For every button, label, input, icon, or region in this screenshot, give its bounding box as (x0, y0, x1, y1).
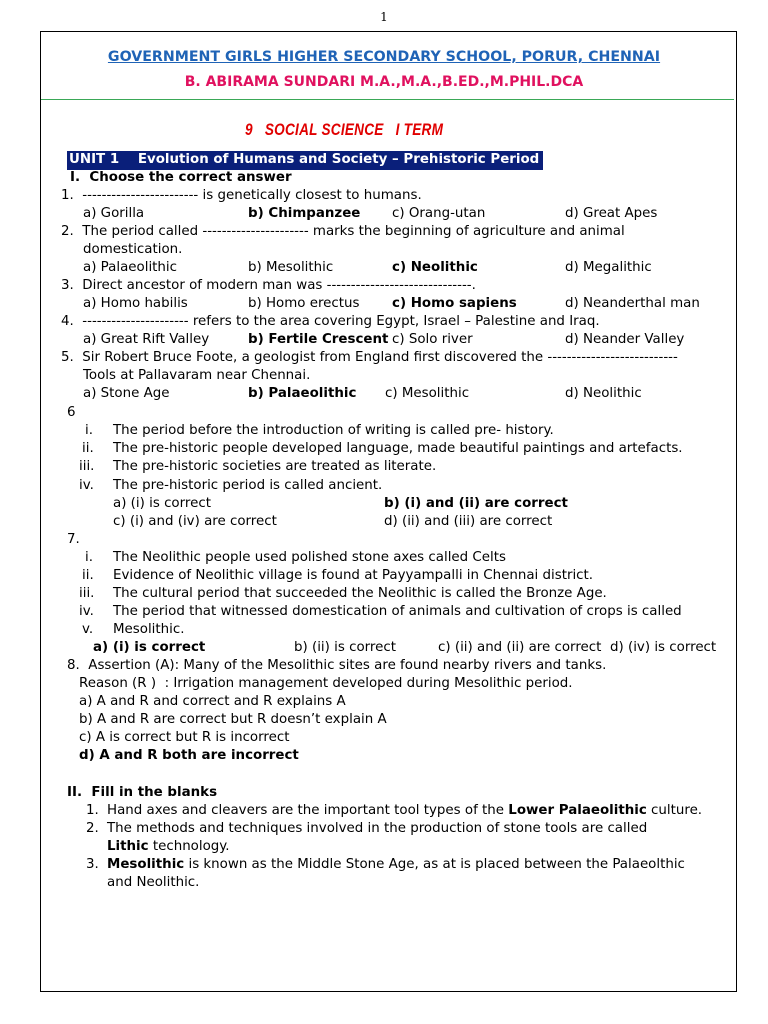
option-c: c) Orang-utan (392, 206, 486, 221)
statement-text: The pre-historic period is called ancient. (113, 478, 383, 493)
blank-answer: Mesolithic (107, 857, 185, 872)
header-divider (41, 99, 734, 100)
school-name: GOVERNMENT GIRLS HIGHER SECONDARY SCHOOL, PORUR, CHENNAI (107, 49, 661, 65)
option-d: d) (ii) and (iii) are correct (384, 514, 553, 529)
option-a: a) Gorilla (83, 206, 145, 221)
question-6: 6 (67, 405, 76, 420)
term-title: 9 SOCIAL SCIENCE I TERM (245, 120, 444, 139)
option-a: a) Great Rift Valley (83, 332, 210, 347)
fill-blank-2-cont: Lithic technology. (107, 839, 230, 854)
teacher-name: B. ABIRAMA SUNDARI M.A.,M.A.,B.ED.,M.PHIL.DCA (184, 74, 584, 90)
blank-answer: Lithic (107, 839, 149, 854)
option-c: c) A is correct but R is incorrect (79, 730, 290, 745)
option-c-answer: c) Neolithic (392, 260, 478, 275)
option-b: b) Homo erectus (248, 296, 360, 311)
unit-title: UNIT 1 Evolution of Humans and Society – Prehistoric Period (67, 151, 543, 170)
blank-number: 3. (86, 857, 99, 872)
statement-text: Mesolithic. (113, 622, 185, 637)
statement-text: The period that witnessed domestication of animals and cultivation of crops is called (113, 604, 682, 619)
option-d: d) Megalithic (565, 260, 652, 275)
statement-numeral: iii. (79, 459, 95, 474)
option-d: d) Great Apes (565, 206, 658, 221)
fill-blank-3: Mesolithic is known as the Middle Stone Age, as at is placed between the Palaeolthic (107, 857, 685, 872)
option-a: a) Stone Age (83, 386, 170, 401)
option-b-answer: b) (i) and (ii) are correct (384, 496, 568, 511)
question-5-cont: Tools at Pallavaram near Chennai. (83, 368, 311, 383)
option-b: b) A and R are correct but R doesn’t explain A (79, 712, 387, 727)
statement-numeral: ii. (82, 568, 94, 583)
option-d: d) Neanderthal man (565, 296, 700, 311)
statement-numeral: ii. (82, 441, 94, 456)
statement-text: The pre-historic people developed language, made beautiful paintings and artefacts. (113, 441, 683, 456)
fill-blank-2: The methods and techniques involved in the production of stone tools are called (107, 821, 648, 836)
option-b-answer: b) Fertile Crescent (248, 332, 389, 347)
statement-numeral: i. (85, 423, 93, 438)
question-3: 3. Direct ancestor of modern man was ------------------------------. (61, 278, 476, 293)
option-b-answer: b) Chimpanzee (248, 206, 361, 221)
statement-numeral: iii. (79, 586, 95, 601)
statement-text: The pre-historic societies are treated as literate. (113, 459, 437, 474)
option-a: a) Palaeolithic (83, 260, 177, 275)
option-a-answer: a) (i) is correct (93, 640, 206, 655)
page-number: 1 (380, 10, 388, 24)
statement-text: The Neolithic people used polished stone axes called Celts (113, 550, 506, 565)
statement-numeral: iv. (79, 604, 94, 619)
question-2-cont: domestication. (83, 242, 183, 257)
statement-numeral: iv. (79, 478, 94, 493)
option-b: b) (ii) is correct (294, 640, 396, 655)
option-d: d) (iv) is correct (610, 640, 717, 655)
statement-text: Evidence of Neolithic village is found at Payyampalli in Chennai district. (113, 568, 594, 583)
option-c: c) (ii) and (ii) are correct (438, 640, 602, 655)
statement-text: The cultural period that succeeded the Neolithic is called the Bronze Age. (113, 586, 607, 601)
question-2: 2. The period called ---------------------- marks the beginning of agriculture and animal (61, 224, 625, 239)
section-heading: I. Choose the correct answer (70, 170, 292, 185)
option-c: c) Solo river (392, 332, 473, 347)
option-d: d) Neolithic (565, 386, 642, 401)
question-8-assertion: 8. Assertion (A): Many of the Mesolithic sites are found nearby rivers and tanks. (67, 658, 607, 673)
question-8-reason: Reason (R ) : Irrigation management developed during Mesolithic period. (79, 676, 573, 691)
option-b: b) Mesolithic (248, 260, 334, 275)
question-7: 7. (67, 532, 80, 547)
option-c: c) Mesolithic (385, 386, 470, 401)
question-4: 4. ---------------------- refers to the area covering Egypt, Israel – Palestine and Iraq. (61, 314, 600, 329)
fill-blank-3-cont: and Neolithic. (107, 875, 200, 890)
blank-answer: Lower Palaeolithic (508, 803, 647, 818)
section-heading: II. Fill in the blanks (67, 785, 218, 800)
fill-blank-1: Hand axes and cleavers are the important tool types of the Lower Palaeolithic culture. (107, 803, 703, 818)
option-a: a) Homo habilis (83, 296, 188, 311)
question-5: 5. Sir Robert Bruce Foote, a geologist from England first discovered the --------------------------- (61, 350, 678, 365)
question-1: 1. ------------------------ is genetically closest to humans. (61, 188, 422, 203)
blank-number: 1. (86, 803, 99, 818)
statement-numeral: i. (85, 550, 93, 565)
option-a: a) A and R and correct and R explains A (79, 694, 346, 709)
option-d-answer: d) A and R both are incorrect (79, 748, 299, 763)
option-c: c) (i) and (iv) are correct (113, 514, 277, 529)
statement-text: The period before the introduction of writing is called pre- history. (113, 423, 554, 438)
statement-numeral: v. (82, 622, 94, 637)
option-a: a) (i) is correct (113, 496, 211, 511)
blank-number: 2. (86, 821, 99, 836)
option-d: d) Neander Valley (565, 332, 685, 347)
option-b-answer: b) Palaeolithic (248, 386, 357, 401)
option-c-answer: c) Homo sapiens (392, 296, 517, 311)
